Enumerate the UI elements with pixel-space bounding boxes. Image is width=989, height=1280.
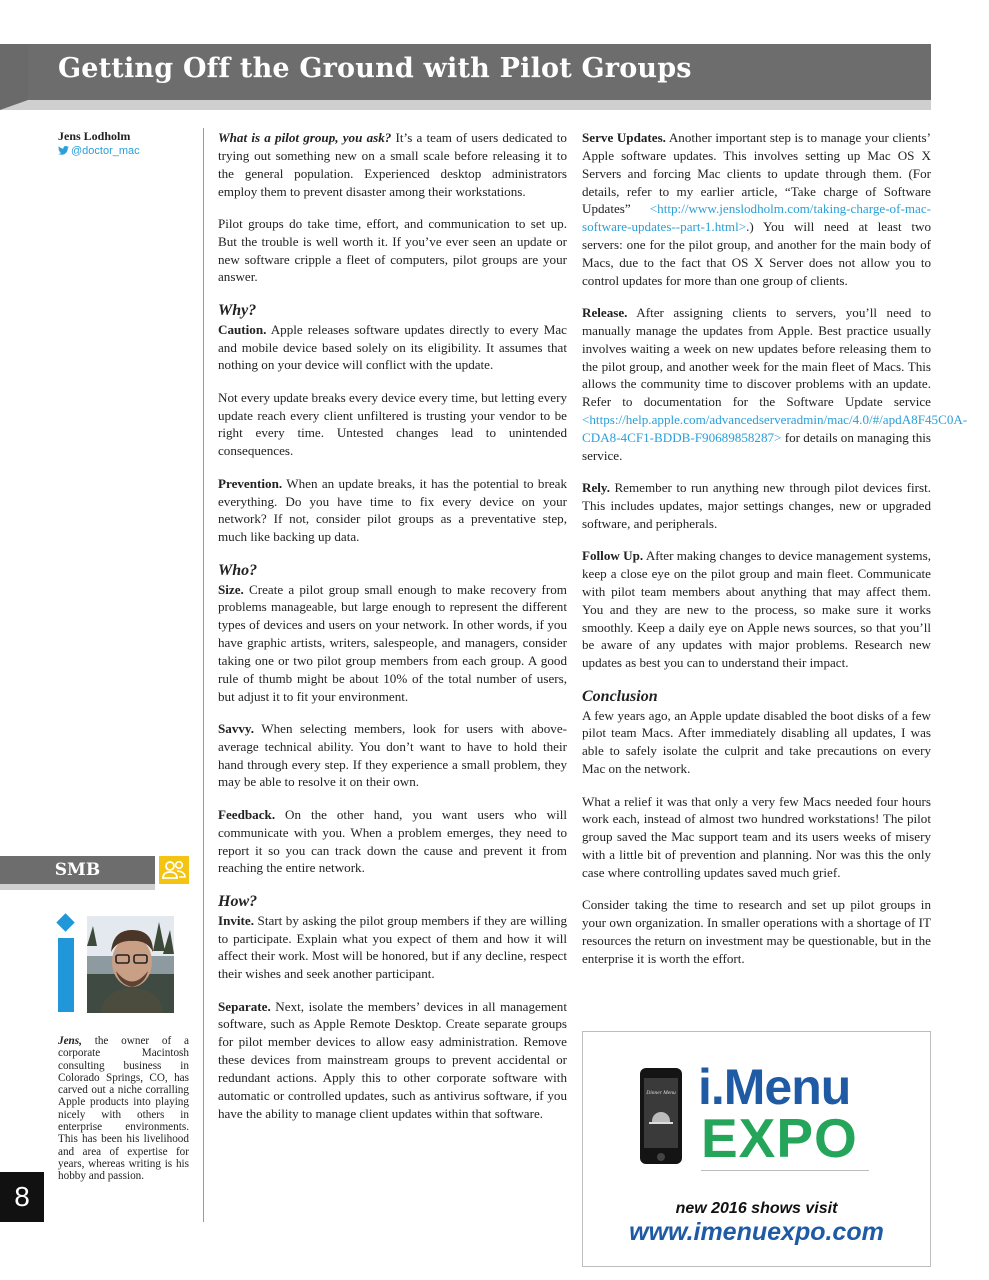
paragraph-text: When selecting members, look for users with above-average technical ability. You don’t want to have to hold their hand through every step. If they experience a small problem, they may be able to resolve it on their own. [218, 720, 567, 790]
paragraph-text: Create a pilot group small enough to make recovery from problems manageable, but large enough to represent the different types of devices and users on your network. In other words, if you have graphic artists, writers, salespeople, and managers, consider taking one or two pilot group members from each group. A good rule of thumb might be about 10% of the total number of users, but adjust it to fit your environment. [218, 581, 567, 704]
paragraph-text: When an update breaks, it has the potential to break everything. Do you have time to fix every device on your network? If not, consider pilot groups as a preventative step, much like backing up data. [218, 475, 567, 545]
twitter-bird-icon [58, 146, 69, 155]
savvy-paragraph [218, 720, 567, 791]
lead-in: Separate. [218, 998, 271, 1014]
feedback-paragraph [218, 806, 567, 877]
ad-website-link[interactable]: www.imenuexpo.com [629, 1218, 884, 1246]
ad-tagline: new 2016 shows visit [675, 1200, 838, 1217]
paragraph-text: After making changes to device management systems, keep a close eye on the pilot group and main fleet. Communicate with pilot team members about anything that may affect them. You and they are new to the process, so make sure it works smoothly. Keep a daily eye on Apple news sources, so that you’ll be aware of any updates with major problems. Research new updates as best you can to understand their impact. [582, 548, 931, 671]
bio-text: the owner of a corporate Macintosh consulting business in Colorado Springs, CO, has carved out a niche corralling Apple products into playing nicely with others in enterprise environments. This has been his livelihood and area of expertise for years, whereas writing is his hobby and passion. [58, 1035, 189, 1183]
paragraph-text: .) You will need at least two servers: one for the pilot group, and another for the main body of Macs, due to the fact that OS X Server does not allow you to control updates for more than one group of clients. [582, 219, 931, 288]
page-number: 8 [0, 1172, 44, 1222]
info-i-icon-dot [56, 913, 74, 931]
heading-who: Who? [218, 561, 258, 579]
rely-paragraph [582, 479, 931, 533]
paragraph-text: for details on managing this service. [582, 430, 931, 463]
ad-brand-expo: EXPO [701, 1107, 858, 1169]
phone-screen [644, 1078, 678, 1148]
bio-name: Jens, [58, 1035, 82, 1047]
lead-in: Feedback. [218, 806, 276, 822]
prevention-paragraph [218, 475, 567, 546]
lead-in: Prevention. [218, 475, 283, 491]
phone-icon [640, 1068, 682, 1164]
lead-in: Follow Up. [582, 548, 644, 564]
follow-up-paragraph [582, 547, 931, 672]
cloche-base [649, 1122, 673, 1124]
author-photo [87, 916, 174, 1013]
paragraph: What a relief it was that only a very few Macs needed four hours work each, instead of almost two hundred workstations! The pilot group saved the Mac support team and its users weeks of misery with a little bit of prevention and planning. Nor was this the only case where controlling updates saved much grief. [582, 793, 931, 880]
paragraph-text: Apple releases software updates directly to every Mac and mobile device based solely on its eligibility. It assumes that nothing on your device will conflict with the update. [218, 321, 567, 373]
invite-paragraph [218, 912, 567, 983]
article-column-2 [582, 129, 968, 982]
heading-why: Why? [218, 301, 257, 319]
lead-in: Serve Updates. [582, 130, 666, 145]
intro-question: What is a pilot group, you ask? [218, 130, 392, 145]
users-icon [159, 856, 189, 884]
paragraph-text: Remember to run anything new through pilot devices first. This includes updates, major settings changes, new or upgraded software, and peripherals. [582, 480, 931, 531]
lead-in: Release. [582, 305, 628, 321]
ad-brand-imenu: i.Menu [698, 1059, 851, 1115]
phone-screen-text: Dinner Menu [646, 1090, 676, 1096]
phone-home-button [657, 1153, 665, 1161]
separate-paragraph [218, 998, 567, 1123]
lead-in: Size. [218, 581, 244, 597]
twitter-handle[interactable] [58, 145, 140, 157]
heading-conclusion: Conclusion [582, 687, 658, 705]
paragraph-text: Another important step is to manage your clients’ Apple software updates. This involves setting up Mac OS X Servers and forcing Mac clients to update through them. (For details, refer to my earlier article, “Take charge of Software Updates” [582, 130, 932, 217]
size-paragraph [218, 581, 567, 706]
paragraph: Not every update breaks every device every time, but letting every update reach every client unfiltered is trusting your vendor to be right every time. Untested changes lead to unintended consequences. [218, 389, 567, 459]
caution-paragraph [218, 321, 567, 375]
lead-in: Caution. [218, 321, 267, 337]
smb-section-header [0, 856, 193, 890]
info-i-icon-stem [58, 938, 74, 1012]
banner-shadow [0, 100, 931, 110]
column-divider [203, 128, 204, 1222]
paragraph: A few years ago, an Apple update disabled the boot disks of a few pilot team Macs. After immediately disabling all updates, I was able to safely isolate the culprit and take precautions on every Mac on the network. [582, 707, 931, 777]
paragraph-text: On the other hand, you want users who will communicate with you. When a problem emerges, they need to report it so you can track down the cause and prevent it from reaching the entire network. [218, 806, 567, 876]
smb-shadow [0, 884, 155, 890]
lead-in: Invite. [218, 912, 255, 928]
paragraph-text: Start by asking the pilot group members if they are willing to participate. Explain what you expect of them and how it will affect their work. Most will be honored, but if any decline, respect their wishes and seek another participant. [218, 912, 567, 982]
intro-paragraph [218, 129, 567, 200]
heading-how: How? [218, 892, 258, 910]
smb-label: SMB [54, 860, 101, 880]
cloche-icon [652, 1112, 670, 1122]
author-name: Jens Lodholm [58, 129, 131, 143]
paragraph-text: After assigning clients to servers, you’ll need to manually manage the updates from Apple. Best practice usually involves waiting a week on new updates before releasing them to the pilot group, and another week for the main fleet of Macs. This allows the community time to discover problems with an update. Refer to documentation for the Software Update service [582, 305, 931, 410]
author-bio [58, 1035, 189, 1183]
banner-tab [0, 44, 28, 110]
paragraph: Pilot groups do take time, effort, and communication to set up. But the trouble is well worth it. If you’ve ever seen an update or new software cripple a fleet of computers, pilot groups are your answer. [218, 215, 567, 285]
ad-divider [701, 1170, 869, 1171]
article-column-1 [218, 129, 567, 1137]
twitter-handle-text: @doctor_mac [71, 145, 140, 157]
intro-text: It’s a team of users dedicated to trying out something new on a small scale before releasing it to the general population. Experienced desktop administrators employ them to prevent disaster among their workstations. [218, 130, 567, 199]
apple-help-link[interactable]: <https://help.apple.com/advancedserveradmin/mac/4.0/#/apdA8F45C0A-CDA8-4CF1-BDDB-F90689858287> [582, 412, 968, 445]
paragraph: Consider taking the time to research and set up pilot groups in your own organization. In smaller operations with a shortage of IT resources the return on investment may be questionable, but in the enterprise it is worth the effort. [582, 897, 931, 966]
imenu-expo-ad[interactable] [582, 1031, 931, 1267]
software-updates-link[interactable]: <http://www.jenslodholm.com/taking-charge-of-mac-software-updates--part-1.html> [582, 201, 931, 235]
page-title: Getting Off the Ground with Pilot Groups [58, 53, 692, 84]
release-paragraph [582, 304, 968, 465]
paragraph-text: Next, isolate the members’ devices in all management software, such as Apple Remote Desktop. Create separate groups for pilot member devices to allow easy administration. Remove these devices from mainstream groups to prevent accidental or redundant actions. Apply this to other corporate software with automatic or controlled updates, such as antivirus software, if you have the ability to manage client updates within that software. [218, 998, 567, 1121]
lead-in: Rely. [582, 480, 611, 496]
serve-paragraph [582, 129, 931, 290]
lead-in: Savvy. [218, 720, 255, 736]
